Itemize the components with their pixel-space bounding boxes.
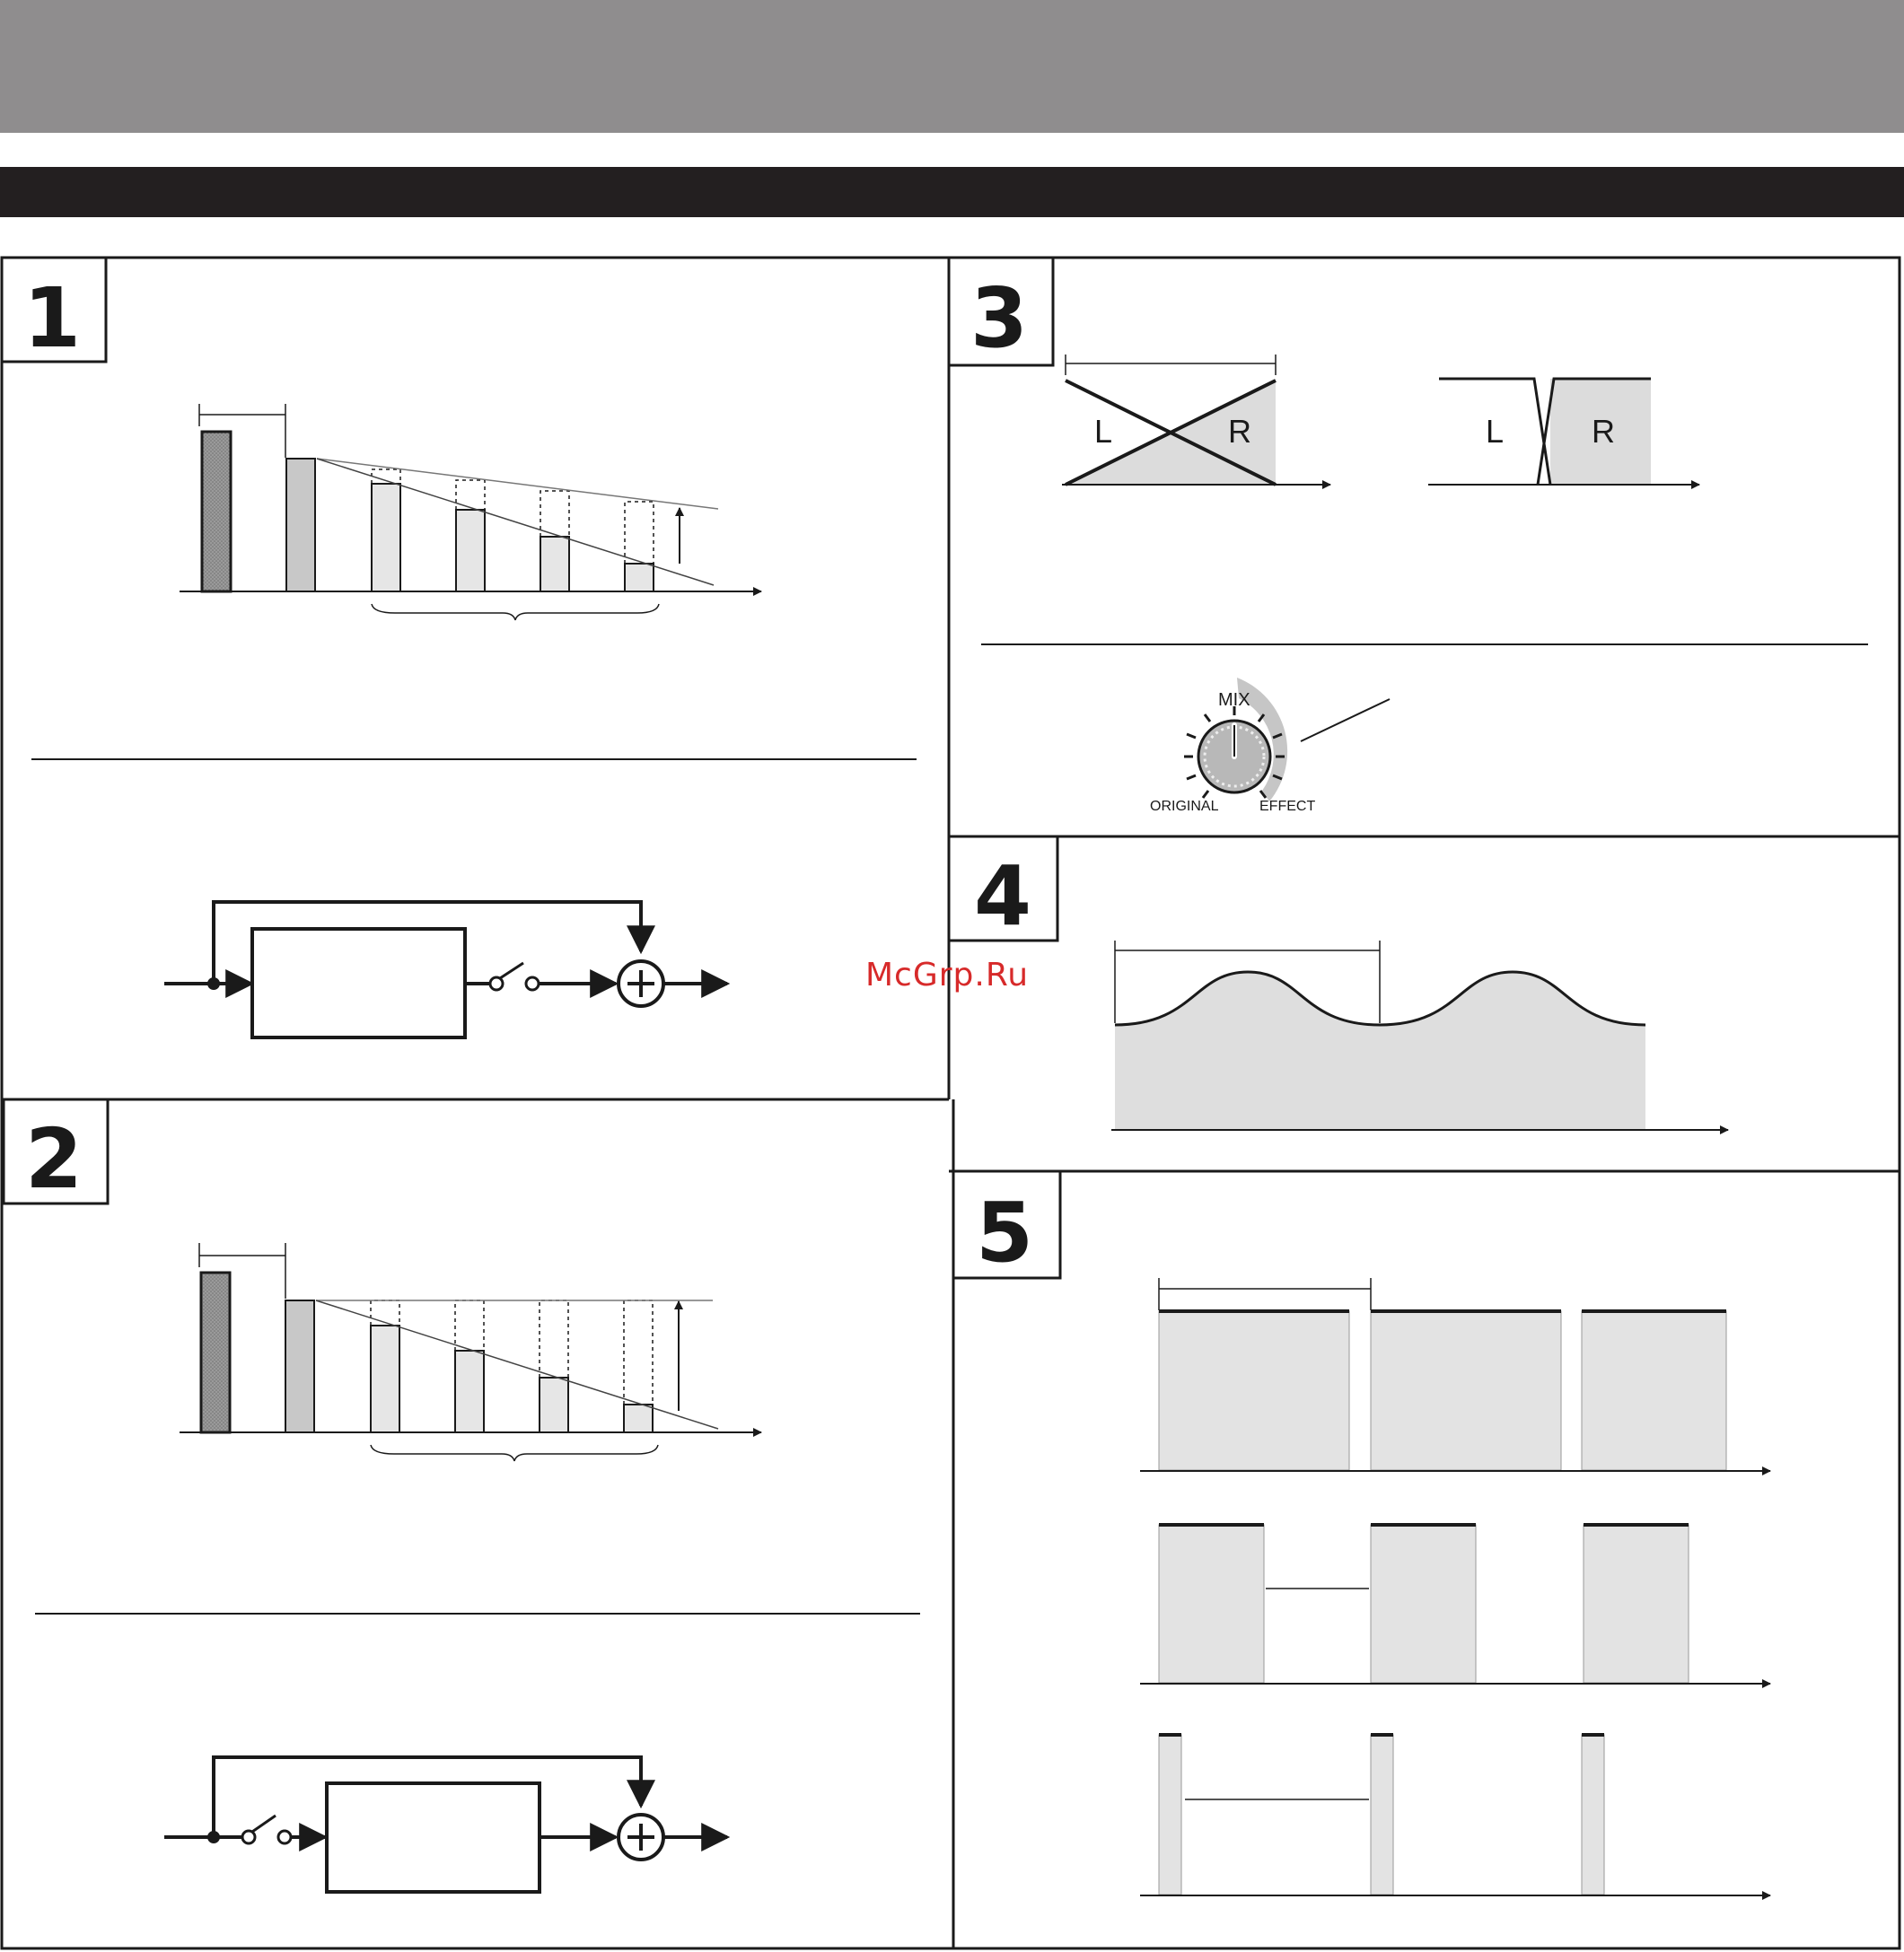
gate-row-3: [1159, 1735, 1604, 1895]
panel-2: [4, 1099, 920, 1892]
effect-range-pointer: [1301, 699, 1390, 741]
switch-left-label: L: [1486, 413, 1505, 450]
mix-label: MIX: [1218, 690, 1250, 710]
crossfade-right-label: R: [1228, 413, 1251, 450]
original-signal-bar-2: [201, 1273, 230, 1432]
section-number-1: 1: [23, 270, 82, 366]
original-label: ORIGINAL: [1150, 799, 1219, 814]
watermark-text: McGrp.Ru: [865, 957, 1030, 994]
panel-3: [949, 258, 1868, 814]
mix-knob: [1150, 678, 1390, 814]
block-diagram-2: [164, 1757, 727, 1892]
switch-1: [500, 963, 523, 978]
crossfade-left-label: L: [1094, 413, 1113, 450]
block-diagram-1: [164, 902, 727, 1037]
section-number-4: 4: [974, 848, 1032, 944]
gate-row-2: [1159, 1525, 1689, 1683]
panel-4: [949, 836, 1728, 1130]
switch-2: [252, 1816, 276, 1832]
effect-label: EFFECT: [1259, 799, 1316, 814]
delay-block-1: [252, 929, 465, 1037]
panel-5: [953, 1171, 1770, 1895]
echo-bar-1: [286, 459, 315, 591]
section-number-5: 5: [976, 1185, 1034, 1281]
section-number-3: 3: [970, 270, 1029, 366]
original-signal-bar: [202, 432, 231, 591]
gate-row-1: [1159, 1311, 1726, 1470]
delay-block-2: [327, 1783, 540, 1892]
section-number-2: 2: [25, 1111, 83, 1207]
panel-1: [2, 258, 917, 1037]
echo-bars: [372, 484, 654, 591]
switch-right-label: R: [1592, 413, 1615, 450]
repeats-brace: [372, 604, 659, 620]
